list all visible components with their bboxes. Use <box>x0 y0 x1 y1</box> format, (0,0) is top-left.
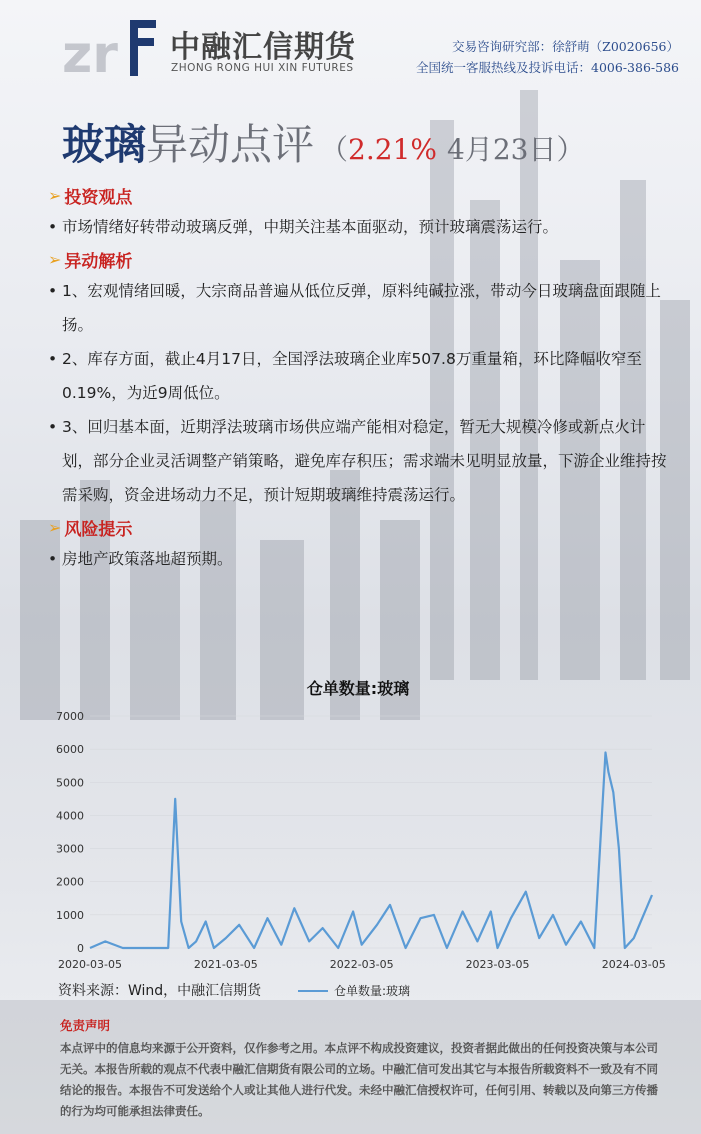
series-line <box>90 753 652 949</box>
title-date: 4月23日） <box>447 133 585 166</box>
chart-legend <box>298 982 410 999</box>
section-heading-risk <box>48 512 668 542</box>
list-item: • 1、宏观情绪回暖，大宗商品普遍从低位反弹，原料纯碱拉涨，带动今日玻璃盘面跟随上扬。 <box>48 274 668 342</box>
svg-text:zr: zr <box>62 25 118 80</box>
y-tick-label: 5000 <box>56 776 84 790</box>
disclaimer <box>60 1016 660 1122</box>
y-tick-label: 3000 <box>56 842 84 856</box>
x-tick-label: 2020-03-05 <box>58 958 122 971</box>
contact-analyst: 交易咨询研究部：徐舒萌（Z0020656） <box>452 39 679 54</box>
data-source: 资料来源：Wind，中融汇信期货 <box>58 983 262 999</box>
section-heading-view <box>48 180 668 210</box>
list-item: • 房地产政策落地超预期。 <box>48 542 668 576</box>
chart-plot <box>48 696 668 996</box>
title-type: 异动点评 <box>146 120 315 169</box>
page-title <box>62 112 584 172</box>
x-tick-label: 2024-03-05 <box>601 958 666 971</box>
legend-label: 仓单数量:玻璃 <box>334 984 411 998</box>
y-tick-label: 7000 <box>56 710 84 723</box>
y-tick-label: 4000 <box>56 809 84 823</box>
chevron-right-icon: ➢ <box>48 517 62 537</box>
brand-name-en: ZHONG RONG HUI XIN FUTURES <box>171 62 354 74</box>
report-content <box>48 180 668 576</box>
brand-name-cn: 中融汇信期货 <box>170 30 356 65</box>
y-tick-label: 2000 <box>56 875 84 889</box>
title-change-pct: 2.21% <box>348 133 437 166</box>
title-paren: （ <box>320 133 349 166</box>
warehouse-receipts-chart <box>48 676 668 1006</box>
y-tick-label: 0 <box>77 942 84 955</box>
legend-swatch <box>298 990 328 992</box>
section-heading-analysis <box>48 244 668 274</box>
chevron-right-icon: ➢ <box>48 185 62 205</box>
y-tick-label: 1000 <box>56 908 84 922</box>
disclaimer-text: 本点评中的信息均来源于公开资料，仅作参考之用。本点评不构成投资建议，投资者据此做出的任何投资决策与本公司无关。本报告所载的观点不代表中融汇信期货有限公司的立场。中融汇信可发出其它与本报告所载资料不一致及有不同结论的报告。本报告不可发送给个人或让其他人进行代发。未经中融汇信授权许可，任何引用、转载以及向第三方传播的行为均可能承担法律责任。 <box>60 1041 658 1118</box>
x-tick-label: 2022-03-05 <box>329 958 394 971</box>
contact-hotline: 全国统一客服热线及投诉电话：4006-386-586 <box>416 60 679 75</box>
chevron-right-icon: ➢ <box>48 249 62 269</box>
list-item: • 2、库存方面，截止4月17日，全国浮法玻璃企业库507.8万重量箱，环比降幅收窄至0.19%，为近9周低位。 <box>48 342 668 410</box>
header <box>0 0 701 95</box>
section-heading-label: 风险提示 <box>64 519 133 540</box>
x-tick-label: 2023-03-05 <box>465 958 530 971</box>
list-item: • 3、回归基本面，近期浮法玻璃市场供应端产能相对稳定，暂无大规模冷修或新点火计划，部分企业灵活调整产销策略，避免库存积压；需求端未见明显放量，下游企业维持按需采购，资金进场动力不足，预计短期玻璃维持震荡运行。 <box>48 410 668 512</box>
section-heading-label: 投资观点 <box>64 187 133 208</box>
company-logo-icon <box>60 12 160 80</box>
chart-title: 仓单数量:玻璃 <box>306 679 410 698</box>
list-item: • 市场情绪好转带动玻璃反弹，中期关注基本面驱动，预计玻璃震荡运行。 <box>48 210 668 244</box>
disclaimer-title: 免责声明 <box>60 1018 111 1033</box>
x-tick-label: 2021-03-05 <box>193 958 258 971</box>
contact-info <box>416 36 679 78</box>
y-tick-label: 6000 <box>56 743 84 757</box>
title-product: 玻璃 <box>62 120 147 169</box>
section-heading-label: 异动解析 <box>64 251 133 272</box>
